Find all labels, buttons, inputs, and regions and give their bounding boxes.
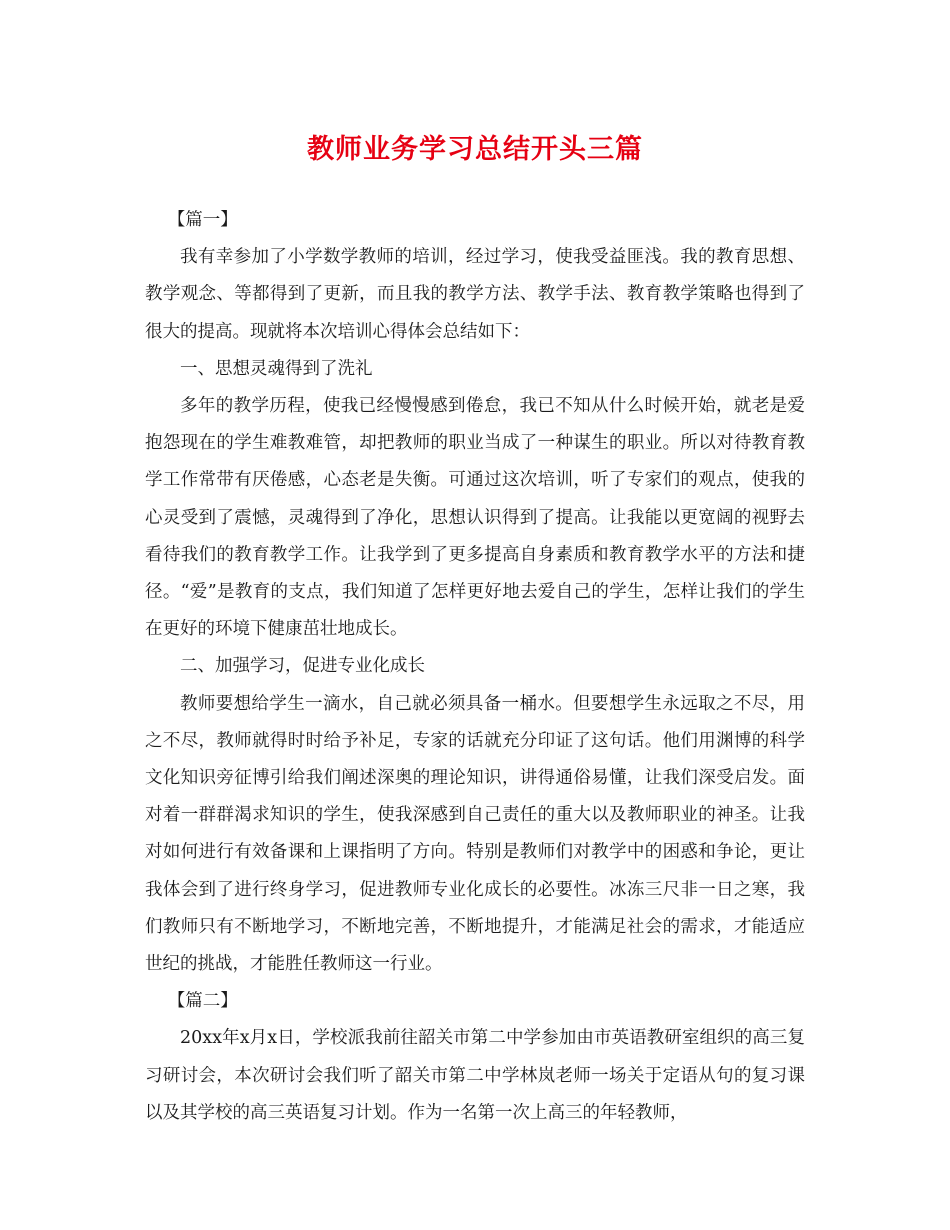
paragraph: 我有幸参加了小学数学教师的培训，经过学习，使我受益匪浅。我的教育思想、教学观念、等都得到了更新，而且我的教学方法、教学手法、教育教学策略也得到了很大的提高。现就将本次培训心得体会总结如下： xyxy=(145,247,805,342)
subheading: 一、思想灵魂得到了洗礼 xyxy=(180,358,373,379)
section-heading: 【篇一】 xyxy=(167,210,238,230)
document-title: 教师业务学习总结开头三篇 xyxy=(307,134,643,165)
document-body xyxy=(145,202,805,1132)
section-heading: 【篇二】 xyxy=(167,991,238,1012)
paragraph: 多年的教学历程，使我已经慢慢感到倦怠，我已不知从什么时候开始，就老是爱抱怨现在的学生难教难管，却把教师的职业当成了一种谋生的职业。所以对待教育教学工作常带有厌倦感，心态老是失衡。可通过这次培训，听了专家们的观点，使我的心灵受到了震憾，灵魂得到了净化，思想认识得到了提高。让我能以更宽阔的视野去看待我们的教育教学工作。让我学到了更多提高自身素质和教育教学水平的方法和捷径。“爱”是教育的支点，我们知道了怎样更好地去爱自己的学生，怎样让我们的学生在更好的环境下健康茁壮地成长。 xyxy=(145,396,805,640)
paragraph: 20xx年x月x日，学校派我前往韶关市第二中学参加由市英语教研室组织的高三复习研讨会，本次研讨会我们听了韶关市第二中学林岚老师一场关于定语从句的复习课以及其学校的高三英语复习计划。作为一名第一次上高三的年轻教师， xyxy=(145,1028,805,1123)
subheading: 二、加强学习，促进专业化成长 xyxy=(180,656,425,677)
paragraph: 教师要想给学生一滴水，自己就必须具备一桶水。但要想学生永远取之不尽，用之不尽，教师就得时时给予补足，专家的话就充分印证了这句话。他们用渊博的科学文化知识旁征博引给我们阐述深奥的理论知识，讲得通俗易懂，让我们深受启发。面对着一群群渴求知识的学生，使我深感到自己责任的重大以及教师职业的神圣。让我对如何进行有效备课和上课指明了方向。特别是教师们对教学中的困惑和争论，更让我体会到了进行终身学习，促进教师专业化成长的必要性。冰冻三尺非一日之寒，我们教师只有不断地学习，不断地完善，不断地提升，才能满足社会的需求，才能适应世纪的挑战，才能胜任教师这一行业。 xyxy=(145,693,805,975)
